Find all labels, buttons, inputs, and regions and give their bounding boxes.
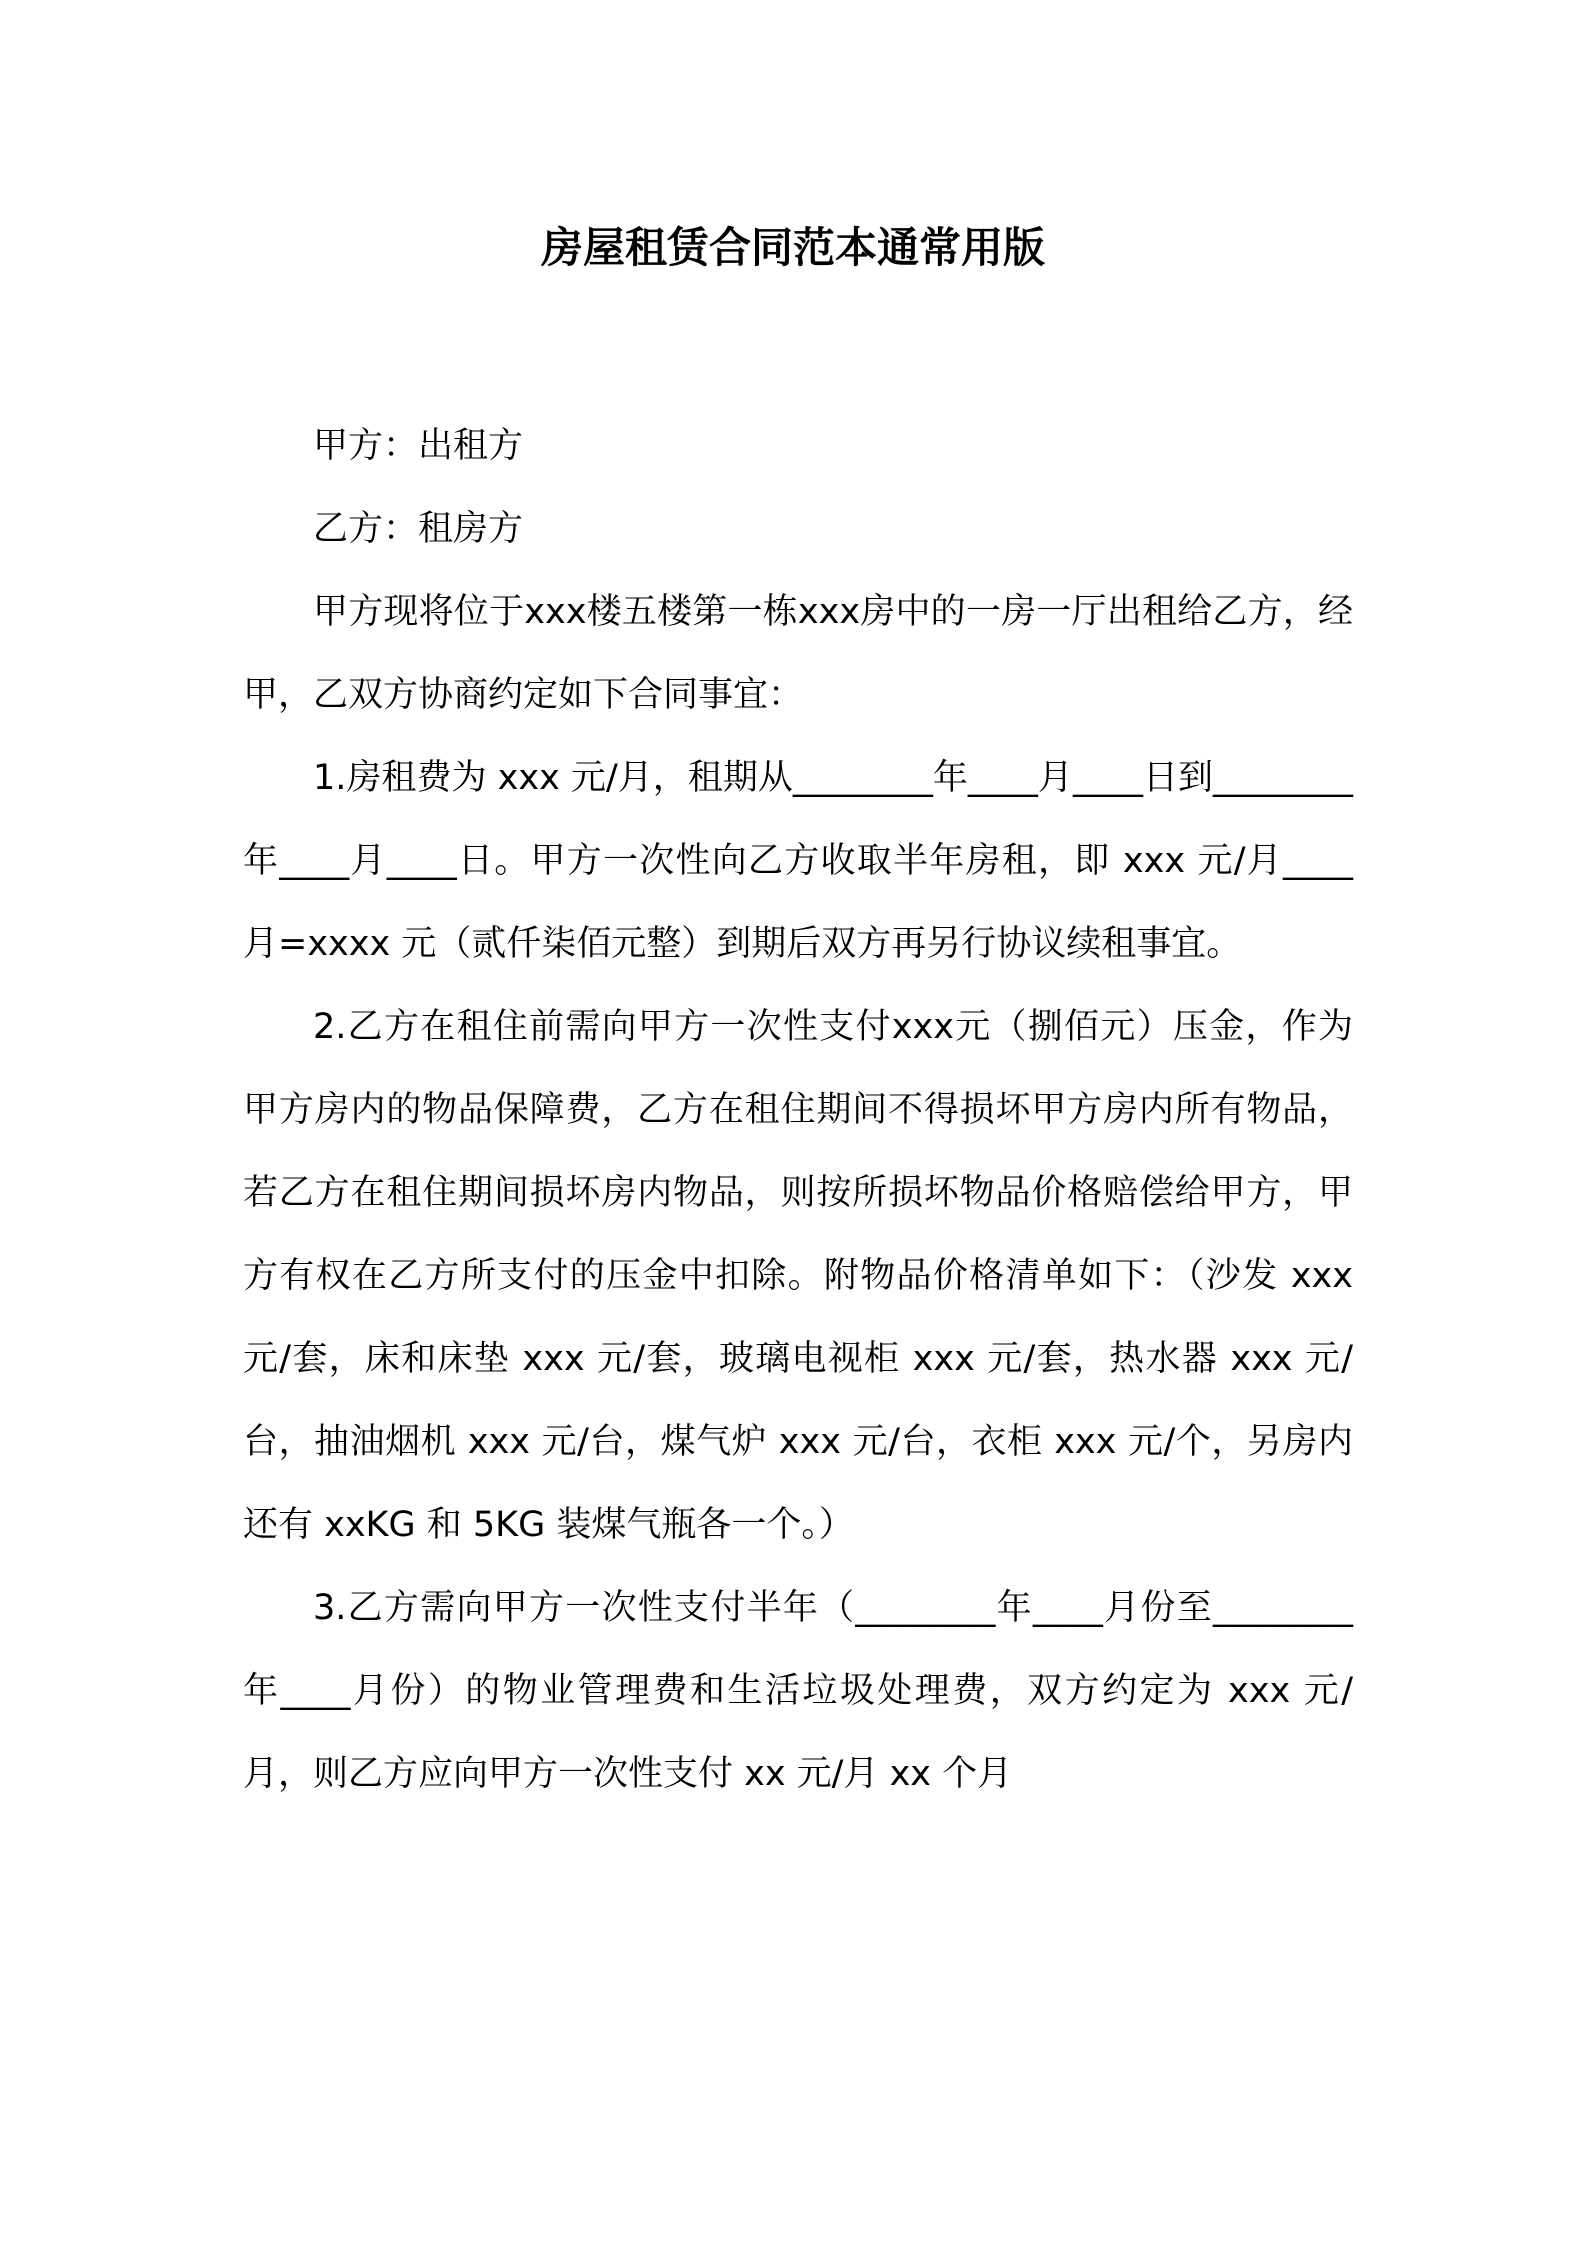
party-a-line: 甲方：出租方 xyxy=(313,426,524,466)
clause-2: 2.乙方在租住前需向甲方一次性支付xxx元（捌佰元）压金，作为甲方房内的物品保障费，乙方在租住期间不得损坏甲方房内所有物品，若乙方在租住期间损坏房内物品，则按所损坏物品价格赔偿给甲方，甲方有权在乙方所支付的压金中扣除。附物品价格清单如下：（沙发 xxx 元/套，床和床垫 xxx 元/套，玻璃电视柜 xxx 元/套，热水器 xxx 元/台，抽油烟机 xxx 元/台，煤气炉 xxx 元/台，衣柜 xxx 元/个，另房内还有 xxKG 和 5KG 装煤气瓶各一个。） xyxy=(243,1007,1353,1545)
intro-paragraph: 甲方现将位于xxx楼五楼第一栋xxx房中的一房一厅出租给乙方，经甲，乙双方协商约定如下合同事宜： xyxy=(243,592,1353,715)
clause-1: 1.房租费为 xxx 元/月，租期从________年____月____日到________年____月____日。甲方一次性向乙方收取半年房租，即 xxx 元/月____月=xxxx 元（贰仟柒佰元整）到期后双方再另行协议续租事宜。 xyxy=(243,758,1353,964)
party-b-line: 乙方：租房方 xyxy=(313,509,524,549)
document-title: 房屋租赁合同范本通常用版 xyxy=(540,223,1045,272)
clause-3: 3.乙方需向甲方一次性支付半年（________年____月份至________年____月份）的物业管理费和生活垃圾处理费，双方约定为 xxx 元/月，则乙方应向甲方一次性支付 xx 元/月 xx 个月 xyxy=(243,1588,1353,1794)
document-body xyxy=(243,405,1353,1816)
